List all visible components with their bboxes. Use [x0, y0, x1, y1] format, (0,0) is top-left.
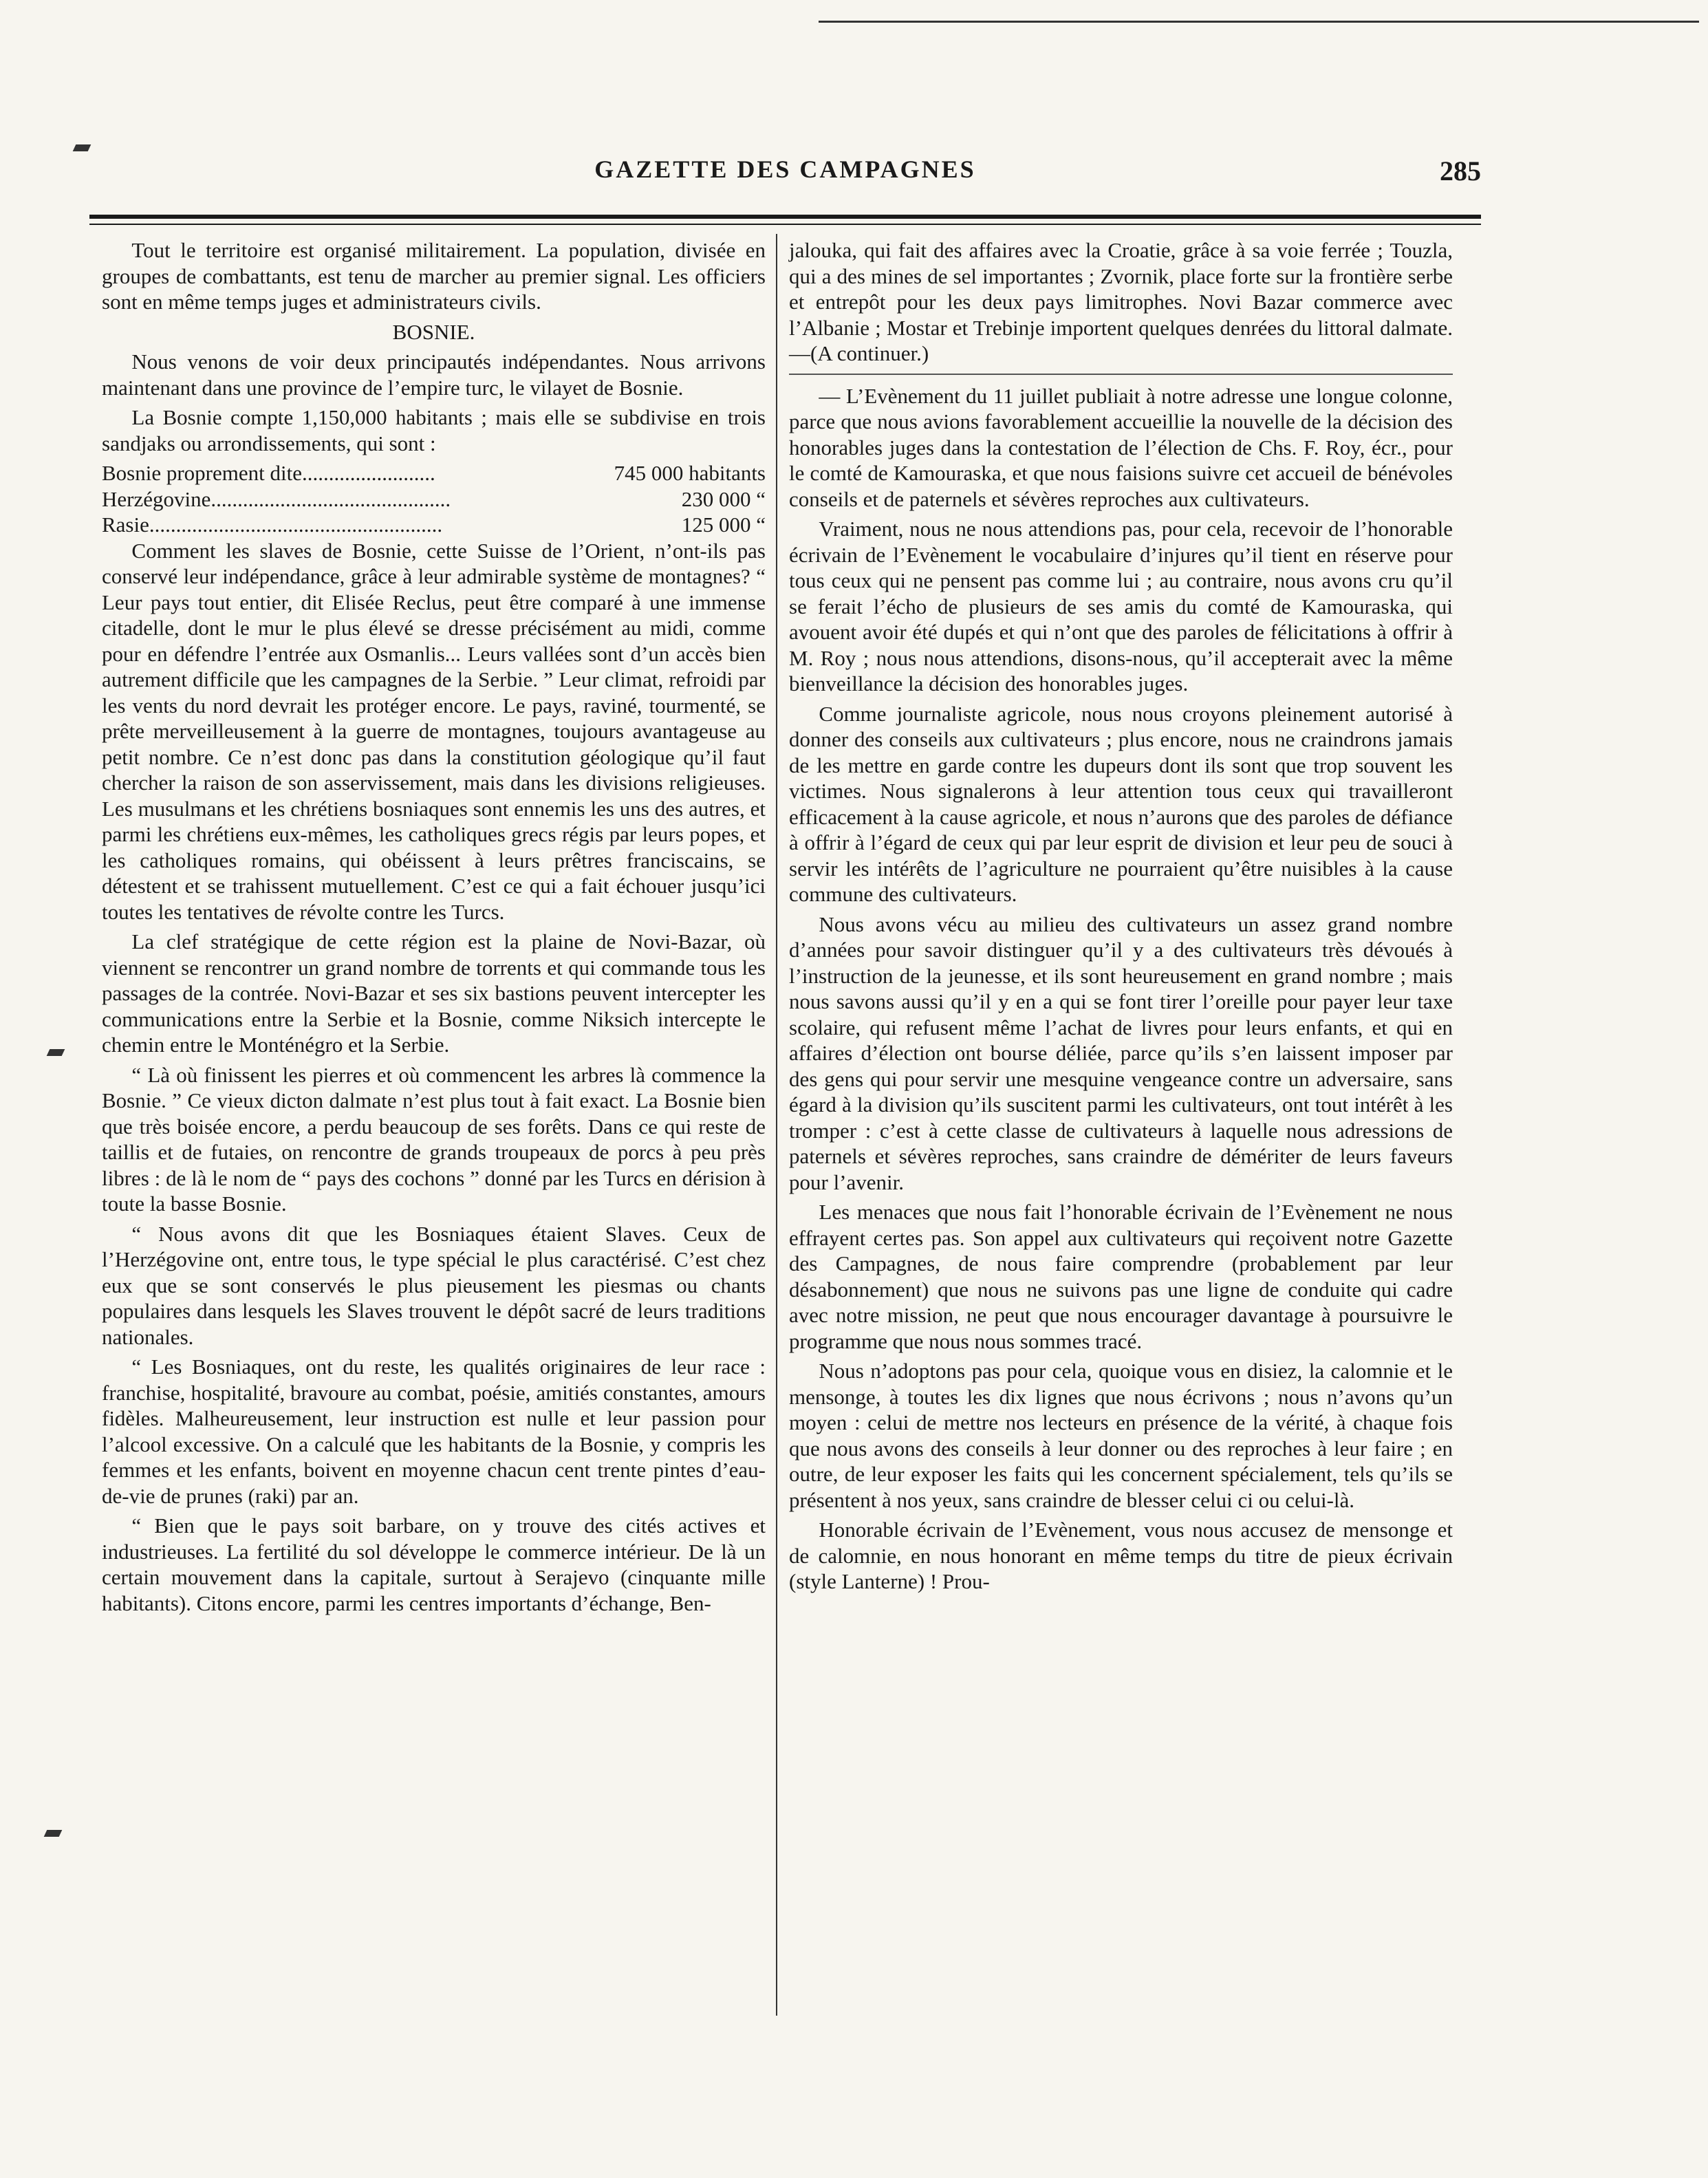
table-cell-name: Herzégovine.............................................: [102, 486, 451, 511]
right-column: [789, 237, 1453, 1599]
paragraph: Nous n’adoptons pas pour cela, quoique vous en disiez, la calomnie et le mensonge, à toutes les dix lignes que nous écrivons ; nous n’avons qu’un moyen : celui de mettre nos lecteurs en présence de la vérité, à chaque fois que nous avons des conseils à leur donner ou des reproches à leur faire ; en outre, de leur exposer les faits qui les concernent spécialement, tels qu’ils se présentent à nos yeux, sans craindre de blesser celui ci ou celui-là.: [789, 1359, 1453, 1512]
paragraph: Nous venons de voir deux principautés indépendantes. Nous arrivons maintenant dans une province de l’empire turc, le vilayet de Bosnie.: [102, 349, 766, 400]
journal-title: GAZETTE DES CAMPAGNES: [594, 155, 976, 183]
table-row: [102, 486, 766, 513]
page-header: [89, 155, 1481, 203]
paragraph: La Bosnie compte 1,150,000 habitants ; mais elle se subdivise en trois sandjaks ou arrondissements, qui sont :: [102, 405, 766, 455]
margin-mark: [73, 144, 91, 151]
paragraph: La clef stratégique de cette région est la plaine de Novi-Bazar, où viennent se rencontrer un grand nombre de torrents et qui commande tous les passages de la contrée. Novi-Bazar et ses six bastions peuvent intercepter les communications entre la Serbie et la Bosnie, comme Niksich intercepte le chemin entre le Monténégro et la Serbie.: [102, 929, 766, 1057]
paragraph: — L’Evènement du 11 juillet publiait à notre adresse une longue colonne, parce que nous avions favorablement accueillie la nouvelle de la décision des honorables juges dans la contestation de l’élection de Chs. F. Roy, écr., pour le comté de Kamouraska, et que nous faisions suivre cet accueil de bénévoles conseils et de paternels et sévères reproches aux cultivateurs.: [789, 383, 1453, 511]
paragraph: “ Bien que le pays soit barbare, on y trouve des cités actives et industrieuses. La fertilité du sol développe le commerce intérieur. De là un certain mouvement dans la capitale, surtout à Serajevo (cinquante mille habitants). Citons encore, parmi les centres importants d’échange, Ben-: [102, 1513, 766, 1615]
left-column: [102, 237, 766, 1620]
column-divider: [776, 234, 777, 2016]
table-cell-value: 125 000 “: [681, 513, 766, 537]
page-number: 285: [1440, 155, 1481, 186]
paragraph: Les menaces que nous fait l’honorable écrivain de l’Evènement ne nous effrayent certes pas. Son appel aux cultivateurs qui reçoivent notre Gazette des Campagnes, de nous faire comprendre (probablement par leur désabonnement) que nous ne suivons pas une ligne de conduite qui cadre avec notre mission, ne peut que nous encourager davantage à poursuivre le programme que nous nous sommes tracé.: [789, 1200, 1453, 1353]
paragraph: Vraiment, nous ne nous attendions pas, pour cela, recevoir de l’honorable écrivain de l’Evènement le vocabulaire d’injures qu’il tient en réserve pour tous ceux qui ne pensent pas comme lui ; au contraire, nous avons cru qu’il se ferait l’écho de plusieurs de ses amis du comté de Kamouraska, qui avouent avoir été dupés et qui n’ont que des paroles de félicitations à offrir à M. Roy ; nous nous attendions, disons-nous, qu’il accepterait avec la même bienveillance la décision des honorables juges.: [789, 517, 1453, 696]
table-cell-value: 230 000 “: [681, 486, 766, 511]
section-heading: BOSNIE.: [392, 319, 475, 344]
paragraph: Comme journaliste agricole, nous nous croyons pleinement autorisé à donner des conseils aux cultivateurs ; plus encore, nous ne craindrons jamais de les mettre en garde contre les dupeurs dont ils sont que trop souvent les victimes. Nous signalerons à leur attention tous ceux qui travailleront efficacement à la cause agricole, et nous n’aurons que des paroles de défiance à offrir à l’égard de ceux qui par leur esprit de division et leur peu de souci à servir les intérêts de l’agriculture ne pourraient qu’être nuisibles à la cause commune des cultivateurs.: [789, 701, 1453, 906]
header-rule-thick: [89, 215, 1481, 219]
paragraph: jalouka, qui fait des affaires avec la Croatie, grâce à sa voie ferrée ; Touzla, qui a des mines de sel importantes ; Zvornik, place forte sur la frontière serbe et entrepôt pour les deux pays limitrophes. Novi Bazar commerce avec l’Albanie ; Mostar et Trebinje importent quelques denrées du littoral dalmate.—(A continuer.): [789, 238, 1453, 365]
margin-mark: [47, 1049, 65, 1056]
paragraph: Honorable écrivain de l’Evènement, vous nous accusez de mensonge et de calomnie, en nous honorant en même temps du titre de pieux écrivain (style Lanterne) ! Prou-: [789, 1518, 1453, 1593]
table-cell-name: Rasie.......................................................: [102, 513, 443, 537]
article-separator: [789, 374, 1453, 375]
paragraph: “ Nous avons dit que les Bosniaques étaient Slaves. Ceux de l’Herzégovine ont, entre tous, le type spécial le plus caractérisé. C’est chez eux que se sont conservés le plus pieusement les piesmas ou chants populaires dans lesquels les Slaves trouvent le dépôt sacré de leurs traditions nationales.: [102, 1221, 766, 1349]
paragraph: Tout le territoire est organisé militairement. La population, divisée en groupes de combattants, est tenu de marcher au premier signal. Les officiers sont en même temps juges et administrateurs civils.: [102, 238, 766, 314]
paragraph: Comment les slaves de Bosnie, cette Suisse de l’Orient, n’ont-ils pas conservé leur indépendance, grâce à leur admirable système de montagnes? “ Leur pays tout entier, dit Elisée Reclus, peut être comparé à une immense citadelle, dont le mur le plus élevé se dresse précisément au midi, comme pour en défendre l’entrée aux Osmanlis... Leurs vallées sont d’un accès bien autrement difficile que les campagnes de la Serbie. ” Leur climat, refroidi par les vents du nord devrait les protéger encore. Le pays, raviné, tourmenté, se prête merveilleusement à la guerre de montagnes, toujours avantageuse au petit nombre. Ce n’est donc pas dans la constitution géologique qu’il faut chercher la raison de son asservissement, mais dans les divisions religieuses. Les musulmans et les chrétiens bosniaques sont ennemis les uns des autres, et parmi les chrétiens eux-mêmes, les catholiques grecs régis par leurs popes, et les catholiques romains, qui obéissent à leurs prêtres franciscains, se détestent et se trahissent mutuellement. C’est ce qui a fait échouer jusqu’ici toutes les tentatives de révolte contre les Turcs.: [102, 538, 766, 924]
population-table: [102, 460, 766, 538]
paragraph: Nous avons vécu au milieu des cultivateurs un assez grand nombre d’années pour savoir distinguer qu’il y a des cultivateurs très dévoués à l’instruction de la jeunesse, et ils sont heureusement en grand nombre ; mais nous savons aussi qu’il y en a qui se font tirer l’oreille pour payer leur taxe scolaire, qui refusent même l’achat de livres pour leurs enfants, et qui en affaires d’élection ont bourse déliée, parce qu’ils s’en laissent imposer par des gens qui pour servir une mesquine vengeance contre un adversaire, sans égard à la division qu’ils suscitent parmi les cultivateurs, ont tout intérêt à les tromper : c’est à cette classe de cultivateurs à laquelle nous adressions de paternels et sévères reproches, sans craindre de démériter de leurs faveurs pour l’avenir.: [789, 912, 1453, 1194]
table-row: [102, 460, 766, 486]
paragraph: “ Les Bosniaques, ont du reste, les qualités originaires de leur race : franchise, hospitalité, bravoure au combat, poésie, amitiés constantes, amours fidèles. Malheureusement, leur instruction est nulle et leur passion pour l’alcool excessive. On a calculé que les habitants de la Bosnie, y compris les femmes et les enfants, boivent en moyenne chacun cent trente pintes d’eau-de-vie de prunes (raki) par an.: [102, 1355, 766, 1508]
table-row: [102, 512, 766, 538]
margin-mark: [44, 1830, 63, 1837]
table-cell-name: Bosnie proprement dite.........................: [102, 461, 435, 485]
paragraph: “ Là où finissent les pierres et où commencent les arbres là commence la Bosnie. ” Ce vieux dicton dalmate n’est plus tout à fait exact. La Bosnie bien que très boisée encore, a perdu beaucoup de ses forêts. Dans ce qui reste de taillis et de futaies, on rencontre de grands troupeaux de porcs à peu près libres : de là le nom de “ pays des cochons ” donné par les Turcs en dérision à toute la basse Bosnie.: [102, 1062, 766, 1216]
top-rule: [819, 21, 1699, 23]
header-rule-thin: [89, 224, 1481, 225]
table-cell-value: 745 000 habitants: [614, 461, 766, 485]
